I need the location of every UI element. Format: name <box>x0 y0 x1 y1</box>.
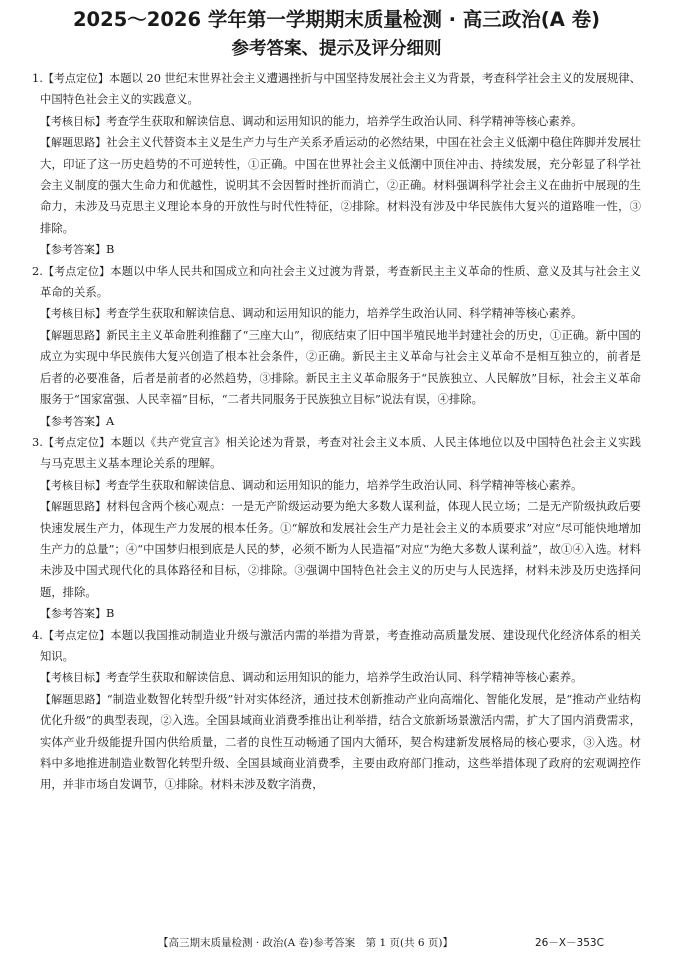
q1-silu-text: 社会主义代替资本主义是生产力与生产关系矛盾运动的必然结果，中国在社会主义低潮中稳住阵脚并发展壮大，印证了这一历史趋势的不可逆转性，①正确。中国在世界社会主义低潮中顶住冲击、持续发展，充分彰显了科学社会主义制度的强大生命力和优越性，说明其不会因暂时挫折而消亡，②正确。材料强调科学社会主义在曲折中展现的生命力，未涉及马克思主义理论本身的开放性与时代性特征，②排除。材料没有涉及中华民族伟大复兴的道路唯一性，③排除。 <box>40 135 642 235</box>
q1-kaodian-tag: 【考点定位】 <box>42 72 109 85</box>
q2-number: 2. <box>32 263 43 278</box>
q2-answer-tag: 【参考答案】 <box>40 414 106 428</box>
page-subtitle: 参考答案、提示及评分细则 <box>231 39 442 59</box>
q2-silu-tag: 【解题思路】 <box>40 328 107 342</box>
q3-mubiao-tag: 【考核目标】 <box>40 478 106 492</box>
q2-mubiao-text: 考查学生获取和解读信息、调动和运用知识的能力，培养学生政治认同、科学精神等核心素养。 <box>106 306 583 321</box>
q1-number: 1. <box>32 71 43 85</box>
q1-silu <box>32 132 641 239</box>
page-title: 2025～2026 学年第一学期期末质量检测 · 高三政治(A 卷) <box>72 8 601 31</box>
answer-body <box>32 68 641 796</box>
footer-page-info: 【高三期末质量检测 · 政治(A 卷)参考答案 第 1 页(共 6 页)】 <box>158 937 454 949</box>
q3-number: 3. <box>32 434 43 449</box>
q3-kaodian <box>32 432 641 475</box>
q1-mubiao-tag: 【考核目标】 <box>40 114 106 128</box>
q1-mubiao <box>32 111 641 132</box>
q3-answer-value: B <box>106 606 115 621</box>
q1-silu-tag: 【解题思路】 <box>40 136 107 150</box>
q1-answer-tag: 【参考答案】 <box>40 243 106 257</box>
footer-paper-code: 26－X－353C <box>535 937 604 949</box>
q4-mubiao-tag: 【考核目标】 <box>40 671 106 685</box>
q2-mubiao-tag: 【考核目标】 <box>40 307 106 321</box>
q2-kaodian-text: 本题以中华人民共和国成立和向社会主义过渡为背景，考查新民主主义革命的性质、意义及其与社会主义革命的关系。 <box>40 263 642 300</box>
q2-silu <box>32 325 641 411</box>
q1-kaodian <box>32 68 641 111</box>
q2-kaodian <box>32 261 641 304</box>
q1-answer-value: B <box>106 242 115 257</box>
q4-silu-text: “制造业数智化转型升级”针对实体经济，通过技术创新推动产业向高端化、智能化发展，是“推动产业结构优化升级”的典型表现，②入选。全国县域商业消费季推出让利举措，结合文旅新场景激活内需，扩大了国内消费需求，实体产业升级能提升国内供给质量，二者的良性互动畅通了国内大循环，契合构建新发展格局的核心要求，③入选。材料中多地推进制造业数智化转型升级、全国县域商业消费季，主要由政府部门推动，这些举措体现了政府的宏观调控作用，并非市场自发调节，①排除。材料未涉及数字消费， <box>40 691 641 792</box>
q2-answer <box>32 411 641 432</box>
q3-silu-text: 材料包含两个核心观点：一是无产阶级运动要为绝大多数人谋利益，体现人民立场；二是无产阶级执政后要快速发展生产力，体现生产力发展的根本任务。①“解放和发展社会生产力是社会主义的本质要求”对应“尽可能快地增加生产力的总量”；④“中国梦归根到底是人民的梦，必须不断为人民造福”对应“为绝大多数人谋利益”，故①④入选。材料未涉及中国式现代化的具体路径和目标，②排除。③强调中国特色社会主义的历史与人民选择，材料未涉及历史选择问题，排除。 <box>40 499 642 599</box>
q3-kaodian-text: 本题以《共产党宣言》相关论述为背景，考查对社会主义本质、人民主体地位以及中国特色社会主义实践与马克思主义基本理论关系的理解。 <box>40 434 642 471</box>
q4-mubiao-text: 考查学生获取和解读信息、调动和运用知识的能力，培养学生政治认同、科学精神等核心素养。 <box>106 670 583 685</box>
q3-mubiao-text: 考查学生获取和解读信息、调动和运用知识的能力，培养学生政治认同、科学精神等核心素养。 <box>106 477 583 492</box>
question-1 <box>32 68 641 261</box>
question-4 <box>32 625 641 796</box>
q1-mubiao-text: 考查学生获取和解读信息、调动和运用知识的能力，培养学生政治认同、科学精神等核心素养。 <box>106 113 583 128</box>
q4-silu-tag: 【解题思路】 <box>40 692 107 706</box>
q3-answer-tag: 【参考答案】 <box>40 607 106 621</box>
q4-silu <box>32 689 641 796</box>
q4-kaodian <box>32 625 641 668</box>
question-3 <box>32 432 641 625</box>
q3-silu-tag: 【解题思路】 <box>40 500 107 514</box>
q1-kaodian-text: 本题以 20 世纪末世界社会主义遭遇挫折与中国坚持发展社会主义为背景，考查科学社会主义的发展规律、中国特色社会主义的实践意义。 <box>40 71 641 107</box>
q3-silu <box>32 496 641 603</box>
q1-answer <box>32 239 641 260</box>
q4-number: 4. <box>32 627 43 642</box>
q4-kaodian-tag: 【考点定位】 <box>42 628 111 642</box>
q4-mubiao <box>32 667 641 688</box>
q3-kaodian-tag: 【考点定位】 <box>42 435 111 449</box>
q2-answer-value: A <box>106 413 115 428</box>
q3-answer <box>32 603 641 624</box>
q2-silu-text: 新民主主义革命胜利推翻了“三座大山”，彻底结束了旧中国半殖民地半封建社会的历史，①正确。新中国的成立为实现中华民族伟大复兴创造了根本社会条件，②正确。新民主主义革命与社会主义革命不是相互独立的，前者是后者的必要准备，后者是前者的必然趋势，③排除。新民主主义革命服务于“民族独立、人民解放”目标，社会主义革命服务于“国家富强、人民幸福”目标，“二者共同服务于民族独立目标”说法有误，④排除。 <box>40 327 641 407</box>
q3-mubiao <box>32 475 641 496</box>
q4-kaodian-text: 本题以我国推动制造业升级与激活内需的举措为背景，考查推动高质量发展、建设现代化经济体系的相关知识。 <box>40 627 642 663</box>
question-2 <box>32 261 641 432</box>
q2-kaodian-tag: 【考点定位】 <box>42 264 111 278</box>
q2-mubiao <box>32 303 641 324</box>
